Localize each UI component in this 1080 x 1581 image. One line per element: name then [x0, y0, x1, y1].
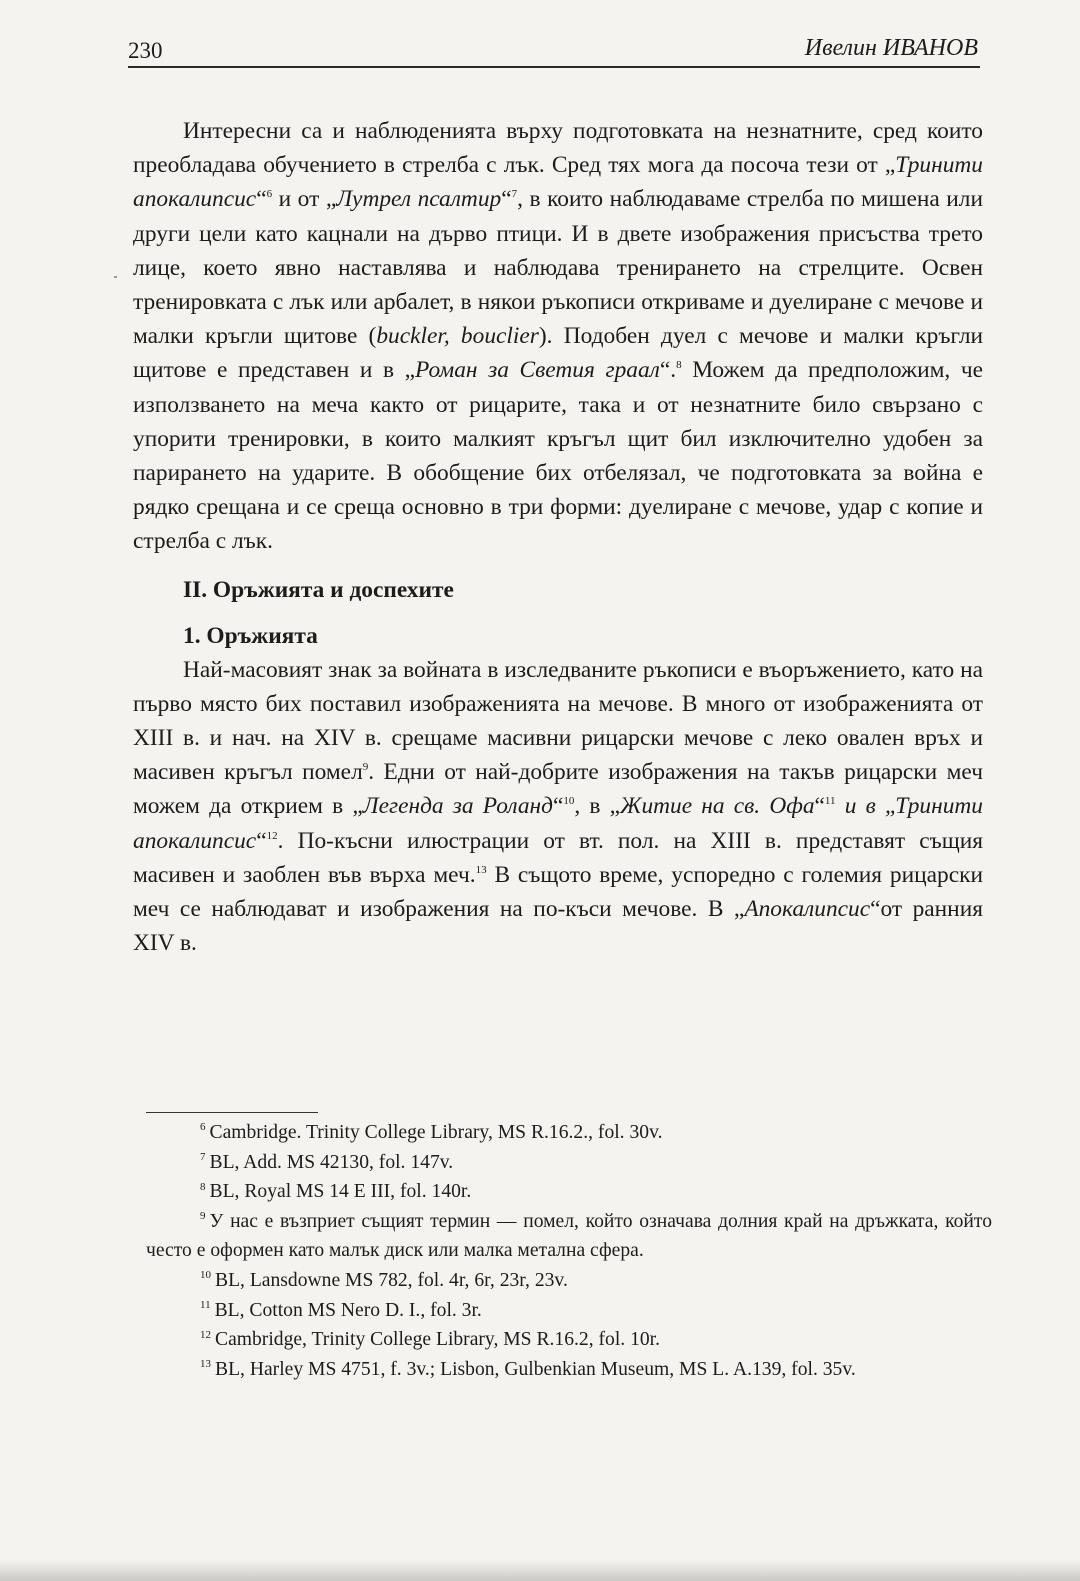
title-trinity-apocalypse-2: и в „Тринити апокалипсис	[133, 793, 983, 854]
footnote-13: $^{13}$ BL, Harley MS 4751, f. 3v.; Lisbon, Gulbenkian Museum, MS L. A.139, fol. 35v.	[200, 1358, 856, 1380]
title-luttrell-psalter: Лутрел псалтир	[336, 186, 502, 213]
page-header	[128, 22, 980, 68]
paragraph-weapons: Най-масовият знак за войната в изследваните ръкописи е въоръжението, като на първо място бих поставил изображенията на мечове. В много от изображенията от XIII в. и нач. на XIV в. срещаме масивни рицарски мечове с леко овален връх и масивен кръгъл помел$^9$. Едни от най-добрите изображения на такъв рицарски меч можем да открием в „Легенда за Роланд“$^{10}$, в „Житие на св. Офа“$^{11}$ и в „Тринити апокалипсис“$^{12}$. По-късни илюстрации от вт. пол. на XIII в. представят същия масивен и заоблен във върха меч.$^{13}$ В същото време, успоредно с големия рицарски меч се наблюдават и изображения на по-къси мечове. В „Апокалипсис“от ранния XIV в.	[133, 656, 983, 957]
footnote-ref-11[interactable]: 11	[824, 795, 836, 808]
term-buckler: buckler, bouclier	[376, 323, 539, 350]
footnote-ref-12[interactable]: 12	[266, 829, 278, 842]
running-head-author: Ивелин ИВАНОВ	[804, 35, 978, 61]
footnote-ref-7[interactable]: 7	[511, 188, 518, 201]
section-heading: II. Оръжията и доспехите	[183, 576, 454, 603]
footnotes	[146, 1118, 992, 1384]
title-roland-legend: Легенда за Роланд	[362, 793, 553, 820]
subsection-heading: 1. Оръжията	[183, 622, 318, 649]
title-apocalypse: Апокалипсис	[744, 896, 871, 923]
footnote-ref-6[interactable]: 6	[266, 188, 273, 201]
footnote-8: $^8$ BL, Royal MS 14 E III, fol. 140r.	[200, 1180, 472, 1203]
title-life-of-offa: Житие на св. Офа	[620, 793, 815, 820]
footnote-7: $^7$ BL, Add. MS 42130, fol. 147v.	[200, 1151, 454, 1173]
footnote-11: $^{11}$ BL, Cotton MS Nero D. I., fol. 3r.	[200, 1299, 482, 1321]
footnote-10: $^{10}$ BL, Lansdowne MS 782, fol. 4r, 6r, 23r, 23v.	[200, 1269, 568, 1291]
paragraph-training: Интересни са и наблюденията върху подготовката на незнатните, сред които преобладава обучението в стрелба с лък. Сред тях мога да посоча тези от „Тринити апокалипсис“$^6$ и от „Лутрел псалтир“$^7$, в които наблюдаваме стрелба по мишена или други цели като кацнали на дърво птици. И в двете изображения присъства трето лице, което явно наставлява и наблюдава тренирането на стрелците. Освен тренировката с лък или арбалет, в някои ръкописи откриваме и дуелиране с мечове и малки кръгли щитове (buckler, bouclier). Подобен дуел с мечове и малки кръгли щитове е представен и в „Роман за Светия граал“.$^8$ Можем да предположим, че използването на меча както от рицарите, така и от незнатните било свързано с упорити тренировки, в които малкият кръгъл щит бил изключително удобен за парирането на ударите. В обобщение бих отбелязал, че подготовката за война е рядко срещана и се среща основно в три форми: дуелиране с мечове, удар с копие и стрелба с лък.	[133, 118, 984, 555]
margin-mark	[114, 276, 117, 278]
footnote-6: $^6$ Cambridge. Trinity College Library, MS R.16.2., fol. 30v.	[200, 1121, 663, 1143]
page-edge-shadow	[0, 1560, 1080, 1581]
footnote-12: $^{12}$ Cambridge, Trinity College Library, MS R.16.2, fol. 10r.	[200, 1328, 661, 1351]
footnote-separator	[146, 1112, 318, 1113]
title-holy-grail-romance: Роман за Светия граал	[415, 357, 660, 384]
page-number: 230	[128, 38, 163, 63]
main-text	[133, 114, 983, 960]
footnote-ref-8[interactable]: 8	[676, 359, 682, 372]
footnote-ref-10[interactable]: 10	[563, 795, 575, 808]
footnote-ref-9[interactable]: 9	[362, 761, 369, 774]
title-trinity-apocalypse: Тринити апокалипсис	[133, 152, 983, 213]
footnote-ref-13[interactable]: 13	[475, 864, 487, 877]
footnote-9: $^9$ У нас е възприет същият термин — помел, който означава долния край на дръжката, който често е оформен като малък диск или малка метална сфера.	[146, 1210, 992, 1262]
